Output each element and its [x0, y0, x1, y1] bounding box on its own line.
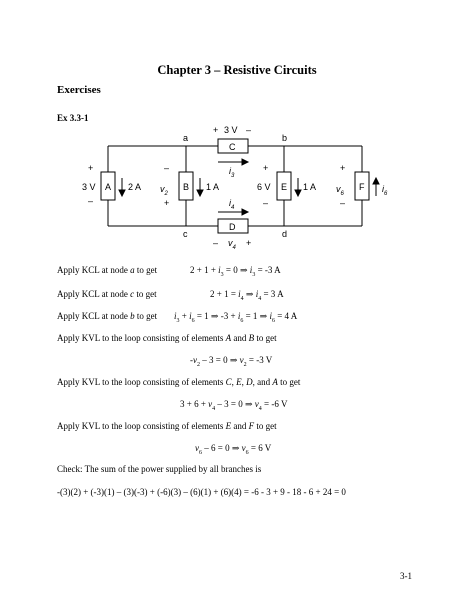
- v6-label: $v_6$: [336, 184, 344, 197]
- d-plus: +: [246, 238, 252, 248]
- section-heading: Exercises: [57, 84, 101, 96]
- f-plus: +: [340, 163, 346, 173]
- e-minus: –: [263, 198, 269, 208]
- i4-label: $i_4$: [229, 198, 235, 211]
- power-sum-eq: -(3)(2) + (-3)(1) – (3)(-3) + (-6)(3) – (6)(1) + (6)(4) = -6 - 3 + 9 - 18 - 6 + 24 = 0: [57, 487, 346, 497]
- check-text: Check: The sum of the power supplied by all branches is: [57, 464, 262, 474]
- kvl-ceda-eq: $3 + 6 + v_4 - 3 = 0$ ⇒ $v_4 = -6$ V: [180, 399, 288, 412]
- c-plus: +: [213, 125, 219, 135]
- c-voltage: 3 V: [224, 125, 238, 135]
- element-a-label: A: [105, 182, 112, 192]
- element-d-label: D: [229, 222, 236, 232]
- kvl-ab-eq: $-v_2 - 3 = 0$ ⇒ $v_2 = -3$ V: [190, 355, 273, 368]
- exercise-label: Ex 3.3-1: [57, 113, 89, 123]
- kvl-ef-text: Apply KVL to the loop consisting of elements E and F to get: [57, 421, 277, 431]
- i6-label: $i_6$: [382, 184, 388, 197]
- f-minus: –: [340, 198, 346, 208]
- e-voltage: 6 V: [257, 182, 271, 192]
- node-a-label: a: [183, 133, 189, 143]
- kcl-node-b-eq: $i_3 + i_6 = 1$ ⇒ $-3 + i_6 = 1$ ⇒ $i_6 = 4$ A: [174, 311, 298, 324]
- kvl-ef-eq: $v_6 - 6 = 0$ ⇒ $v_6 = 6$ V: [195, 443, 272, 456]
- kcl-node-a-eq: $2 + 1 + i_3 = 0$ ⇒ $i_3 = -3$ A: [190, 265, 281, 278]
- chapter-title: Chapter 3 – Resistive Circuits: [157, 63, 317, 77]
- i3-label: $i_3$: [229, 166, 235, 179]
- element-b-label: B: [183, 182, 190, 192]
- v4-label: $v_4$: [228, 238, 236, 251]
- kvl-ab-text: Apply KVL to the loop consisting of elements A and B to get: [57, 333, 277, 343]
- b-minus: –: [164, 163, 170, 173]
- node-d-label: d: [282, 229, 288, 239]
- kcl-node-a-text: Apply KCL at node a to get: [57, 265, 158, 275]
- d-minus: –: [213, 238, 219, 248]
- a-current: 2 A: [128, 182, 142, 192]
- kcl-node-c-text: Apply KCL at node c to get: [57, 289, 157, 299]
- e-current: 1 A: [303, 182, 317, 192]
- a-plus: +: [88, 163, 94, 173]
- c-minus: –: [246, 125, 252, 135]
- element-f-label: F: [359, 182, 365, 192]
- b-current: 1 A: [206, 182, 220, 192]
- b-plus: +: [164, 198, 170, 208]
- kcl-node-b-text: Apply KCL at node b to get: [57, 311, 158, 321]
- element-e-label: E: [281, 182, 288, 192]
- page-number: 3-1: [400, 571, 412, 581]
- e-plus: +: [263, 163, 269, 173]
- kcl-node-c-eq: $2 + 1 = i_4$ ⇒ $i_4 = 3$ A: [210, 289, 284, 302]
- kvl-ceda-text: Apply KVL to the loop consisting of elements C, E, D, and A to get: [57, 377, 301, 387]
- a-voltage: 3 V: [82, 182, 96, 192]
- node-c-label: c: [183, 229, 188, 239]
- v2-label: $v_2$: [160, 184, 168, 197]
- element-c-label: C: [229, 142, 236, 152]
- a-minus: –: [88, 196, 94, 206]
- node-b-label: b: [282, 133, 288, 143]
